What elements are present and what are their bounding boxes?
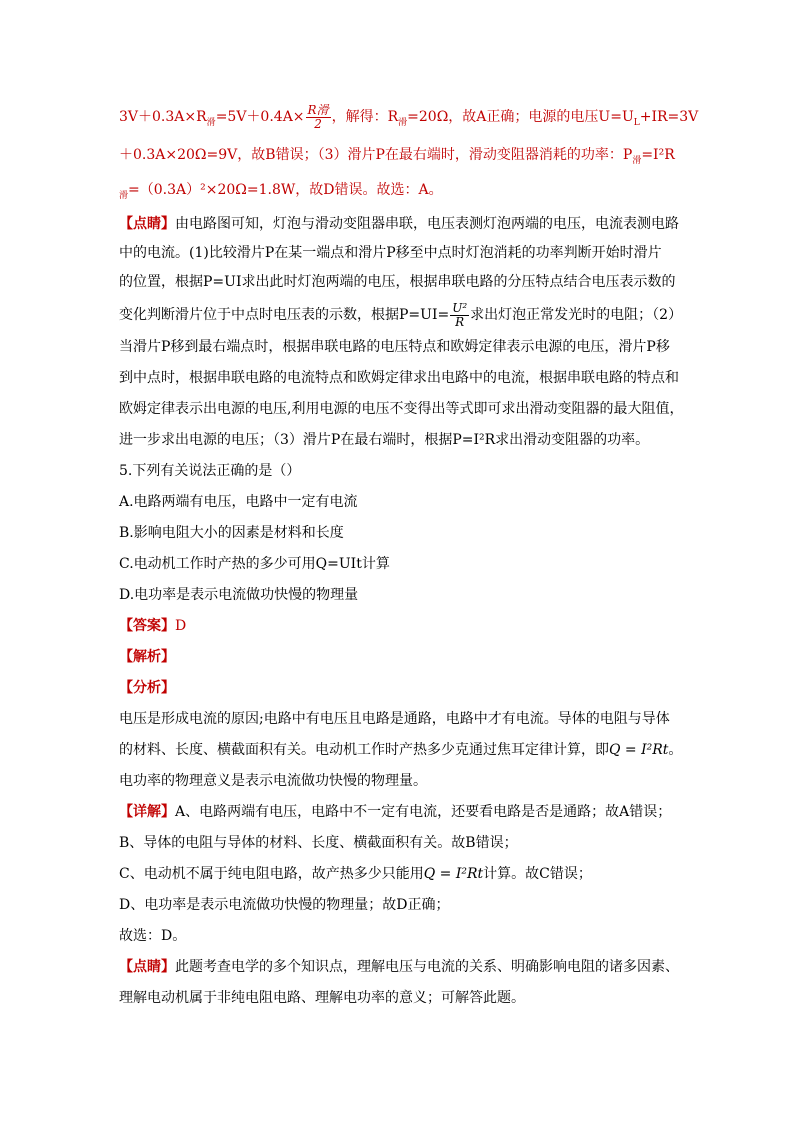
option-a: A.电路两端有电压，电路中一定有电流 xyxy=(119,494,358,511)
fraction-r-over-2: $\frac{\text{R滑}}{2}$ xyxy=(307,102,329,131)
comment1-line-3: 的位置，根据P=UI求出此时灯泡两端的电压，根据串联电路的分压特点结合电压表示数的 xyxy=(119,274,676,291)
comment-section-1 xyxy=(119,213,684,452)
analysis-heading: 【解析】 xyxy=(119,649,175,666)
option-b: B.影响电阻大小的因素是材料和长度 xyxy=(119,525,344,542)
comment2-line-1: 【点睛】此题考查电学的多个知识点，理解电压与电流的关系、明确影响电阻的诸多因素、 xyxy=(119,959,679,976)
fenxi-line-2: 的材料、长度、横截面积有关。电动机工作时产热多少克通过焦耳定律计算，即Q = I²Rt。 xyxy=(119,742,683,759)
solution-continuation xyxy=(119,100,699,207)
detail-line-3: C、电动机不属于纯电阻电路，故产热多少只能用Q = I²Rt计算。故C错误； xyxy=(119,866,592,883)
option-d: D.电功率是表示电流做功快慢的物理量 xyxy=(119,587,359,604)
comment1-line-2: 中的电流。(1)比较滑片P在某一端点和滑片P移至中点时灯泡消耗的功率判断开始时滑片 xyxy=(119,245,662,262)
comment1-line-1: 【点睛】由电路图可知，灯泡与滑动变阻器串联，电压表测灯泡两端的电压，电流表测电路 xyxy=(119,216,679,233)
question-5 xyxy=(119,460,679,607)
document-content xyxy=(119,100,699,1010)
comment2-line-2: 理解电动机属于非纯电阻电路、理解电功率的意义；可解答此题。 xyxy=(119,990,525,1007)
solution-line-1: $3V+0.3A\times R_滑=5V+0.4A\times$ $\frac{\text{R滑}}{2}$ ，解得：$R_滑=20\Omega$，故A正确；电源的电压$U=U_L+IR=3V$ xyxy=(119,102,699,131)
fenxi-line-1: 电压是形成电流的原因;电路中有电压且电路是通路，电路中才有电流。导体的电阻与导体 xyxy=(119,711,670,728)
analysis-section xyxy=(119,677,683,793)
question-stem: 5.下列有关说法正确的是（） xyxy=(119,463,301,480)
solution-line-3: $_滑$=（0.3A）²×20Ω=1.8W，故D错误。故选：A。 xyxy=(119,181,443,201)
comment1-line-5: 当滑片P移到最右端点时，根据串联电路的电压特点和欧姆定律表示电源的电压，滑片P移 xyxy=(119,339,670,356)
solution-line-2: ＋0.3A×20Ω=9V，故B错误；（3）滑片P在最右端时，滑动变阻器消耗的功率：$P_滑=I^2R$ xyxy=(119,146,675,166)
comment1-line-6: 到中点时，根据串联电路的电流特点和欧姆定律求出电路中的电流，根据串联电路的特点和 xyxy=(119,370,679,387)
fenxi-line-3: 电功率的物理意义是表示电流做功快慢的物理量。 xyxy=(119,773,427,790)
detail-line-1: 【详解】A、电路两端有电压，电路中不一定有电流，还要看电路是否是通路；故A错误； xyxy=(119,804,672,821)
joule-formula-2: Q = I²Rt xyxy=(423,866,484,883)
comment1-line-4: 变化判断滑片位于中点时电压表的示数，根据P=UI= $\frac{\text{U²}}{R}$ 求出灯泡正常发光时的电阻；（2） xyxy=(119,300,683,329)
fraction-u2-over-r: $\frac{\text{U²}}{R}$ xyxy=(452,300,468,329)
joule-formula: Q = I²Rt xyxy=(609,742,669,759)
comment1-line-8: 进一步求出电源的电压；（3）滑片P在最右端时，根据P=I²R求出滑动变阻器的功率。 xyxy=(119,432,650,449)
detail-line-2: B、导体的电阻与导体的材料、长度、横截面积有关。故B错误； xyxy=(119,835,518,852)
answer-line: 【答案】D xyxy=(119,618,187,635)
fenxi-heading: 【分析】 xyxy=(119,680,175,697)
detail-section xyxy=(119,801,679,948)
comment1-line-7: 欧姆定律表示出电源的电压,利用电源的电压不变得出等式即可求出滑动变阻器的最大阻值， xyxy=(119,401,684,418)
option-c: C.电动机工作时产热的多少可用Q=UIt计算 xyxy=(119,556,390,573)
detail-line-4: D、电功率是表示电流做功快慢的物理量；故D正确； xyxy=(119,897,450,914)
detail-line-5: 故选：D。 xyxy=(119,928,187,945)
comment-section-2 xyxy=(119,956,679,1010)
